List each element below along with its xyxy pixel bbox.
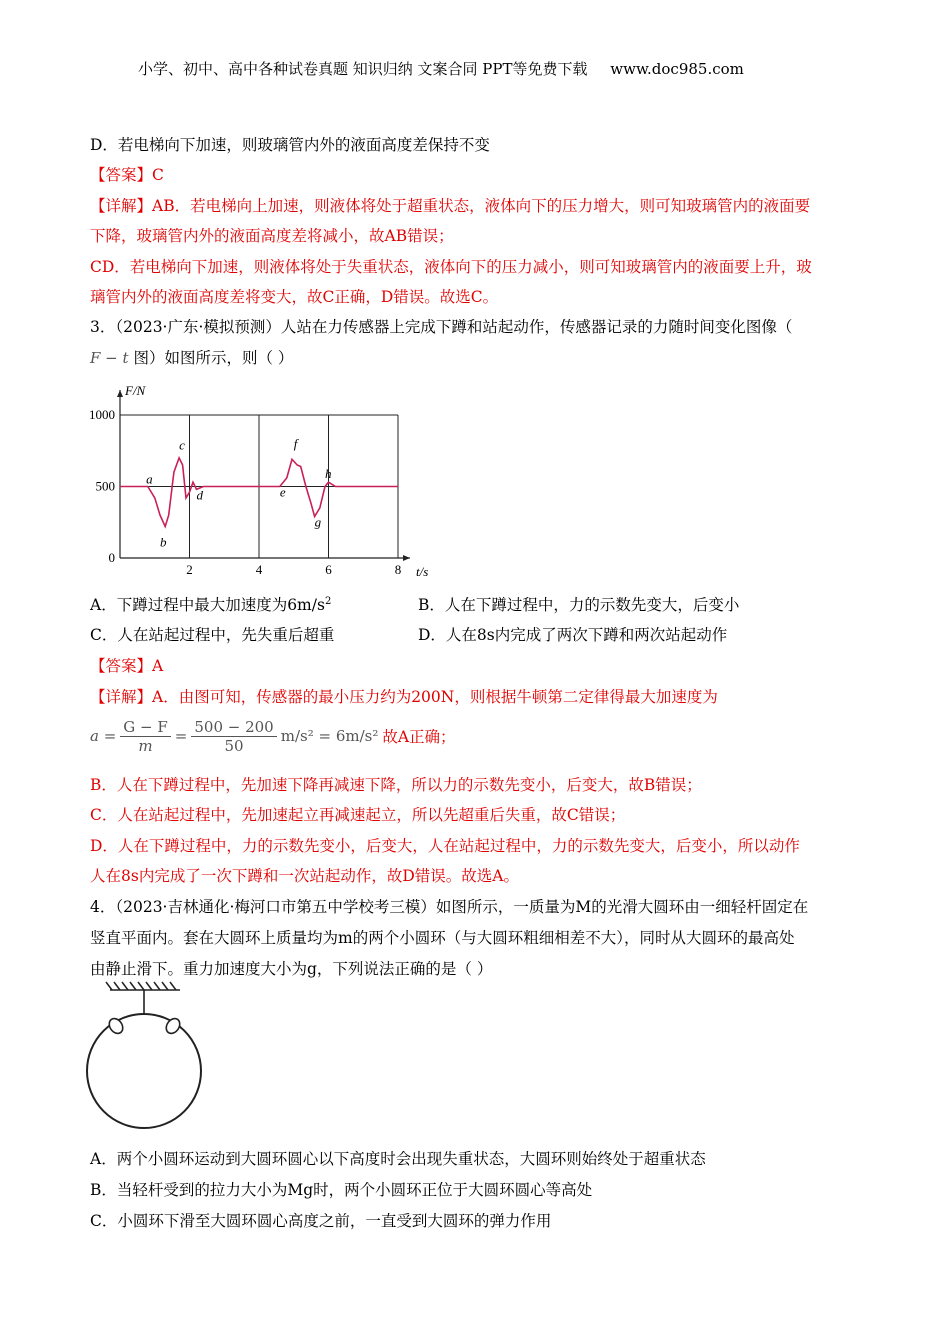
q3-formula-row [90, 714, 456, 758]
formula-frac1-den: m [138, 736, 153, 755]
formula-rhs: m/s² = 6m/s² [280, 727, 379, 745]
q4-option-c: C．小圆环下滑至大圆环圆心高度之前，一直受到大圆环的弹力作用 [90, 1212, 552, 1230]
x-axis-arrow [403, 555, 410, 561]
large-ring [87, 1014, 201, 1128]
point-label-g: g [314, 514, 322, 530]
point-label-c: c [179, 437, 185, 453]
q2-detail-line2: 下降，玻璃管内外的液面高度差将减小，故AB错误； [90, 227, 454, 245]
x-tick-label: 2 [186, 562, 193, 577]
q3-detail-b: B．人在下蹲过程中，先加速下降再减速下降，所以力的示数先变小，后变大，故B错误； [90, 776, 702, 794]
q3-option-a-text: A．下蹲过程中最大加速度为6m/s [90, 596, 325, 614]
q4-option-a: A．两个小圆环运动到大圆环圆心以下高度时会出现失重状态，大圆环则始终处于超重状态 [90, 1150, 706, 1168]
q3-detail-d2: 人在8s内完成了一次下蹲和一次站起动作，故D错误。故选A。 [90, 867, 519, 885]
q2-detail-line3: CD．若电梯向下加速，则液体将处于失重状态，液体向下的压力减小，则可知玻璃管内的液面要上升，玻 [90, 258, 812, 276]
q2-answer: 【答案】C [90, 166, 164, 184]
point-label-a: a [146, 471, 153, 487]
q4-option-b: B．当轻杆受到的拉力大小为Mg时，两个小圆环正位于大圆环圆心等高处 [90, 1181, 593, 1199]
page-header [138, 58, 744, 79]
header-text: 小学、初中、高中各种试卷真题 知识归纳 文案合同 PPT等免费下载 [138, 60, 588, 78]
q3-detail-d1: D．人在下蹲过程中，力的示数先变小，后变大，人在站起过程中，力的示数先变大，后变小，所以动作 [90, 837, 800, 855]
q3-stem-line2 [90, 346, 293, 368]
q4-stem-line2: 竖直平面内。套在大圆环上质量均为m的两个小圆环（与大圆环粗细相差不大），同时从大圆环的最高处 [90, 929, 795, 947]
q3-stem-line2-text: 图）如图所示，则（ ） [133, 349, 294, 367]
q3-option-d: D．人在8s内完成了两次下蹲和两次站起动作 [418, 626, 728, 644]
point-label-b: b [159, 534, 167, 550]
header-url: www.doc985.com [610, 60, 744, 78]
formula-tail: 故A正确； [382, 728, 456, 746]
q3-stem-line1: 3．（2023·广东·模拟预测）人站在力传感器上完成下蹲和站起动作，传感器记录的力随时间变化图像（ [90, 318, 793, 336]
y-tick-label: 500 [95, 478, 115, 494]
point-label-d: d [196, 487, 203, 503]
q3-detail-c: C．人在站起过程中，先加速起立再减速起立，所以先超重后失重，故C错误； [90, 806, 626, 824]
y-tick-label: 0 [108, 550, 115, 565]
x-axis-label: t/s [416, 564, 429, 579]
q4-stem-line1: 4．（2023·吉林通化·梅河口市第五中学校考三模）如图所示，一质量为M的光滑大圆环由一细轻杆固定在 [90, 898, 809, 916]
q3-detail-line1: 【详解】A．由图可知，传感器的最小压力约为200N，则根据牛顿第二定律得最大加速度为 [90, 688, 718, 706]
x-tick-label: 4 [255, 562, 263, 577]
force-time-chart [89, 372, 440, 582]
q3-answer: 【答案】A [90, 657, 164, 675]
ring-diagram [80, 980, 210, 1130]
q2-detail-line4: 璃管内外的液面高度差将变大，故C正确，D错误。故选C。 [90, 288, 499, 306]
formula-frac2 [191, 718, 276, 755]
x-tick-label: 6 [325, 562, 332, 577]
q2-option-d: D．若电梯向下加速，则玻璃管内外的液面高度差保持不变 [90, 136, 490, 154]
q3-option-c: C．人在站起过程中，先失重后超重 [90, 626, 335, 644]
point-label-h: h [325, 465, 332, 481]
formula-frac1 [120, 718, 171, 755]
chart-root [89, 383, 428, 579]
formula-lhs: a = [90, 727, 117, 745]
formula-frac2-den: 50 [224, 736, 244, 755]
q3-option-a [90, 593, 331, 615]
x-tick-label: 8 [394, 562, 402, 577]
q3-option-a-sup: 2 [324, 595, 332, 607]
ceiling-mount [106, 982, 180, 990]
y-tick-label: 1000 [89, 407, 115, 422]
q3-ft-formula: F − t [90, 349, 129, 367]
y-axis-arrow [117, 390, 123, 397]
q2-detail-line1: 【详解】AB．若电梯向上加速，则液体将处于超重状态，液体向下的压力增大，则可知玻璃管内的液面要 [90, 197, 811, 215]
formula-eq: = [174, 727, 188, 745]
formula-frac2-num: 500 − 200 [191, 718, 276, 737]
y-axis-label: F/N [125, 383, 146, 398]
q4-stem-line3: 由静止滑下。重力加速度大小为g，下列说法正确的是（ ） [90, 960, 493, 978]
point-label-e: e [279, 484, 286, 500]
formula-frac1-num: G − F [120, 718, 171, 737]
q3-option-b: B．人在下蹲过程中，力的示数先变大，后变小 [418, 596, 740, 614]
point-label-f: f [293, 435, 298, 451]
